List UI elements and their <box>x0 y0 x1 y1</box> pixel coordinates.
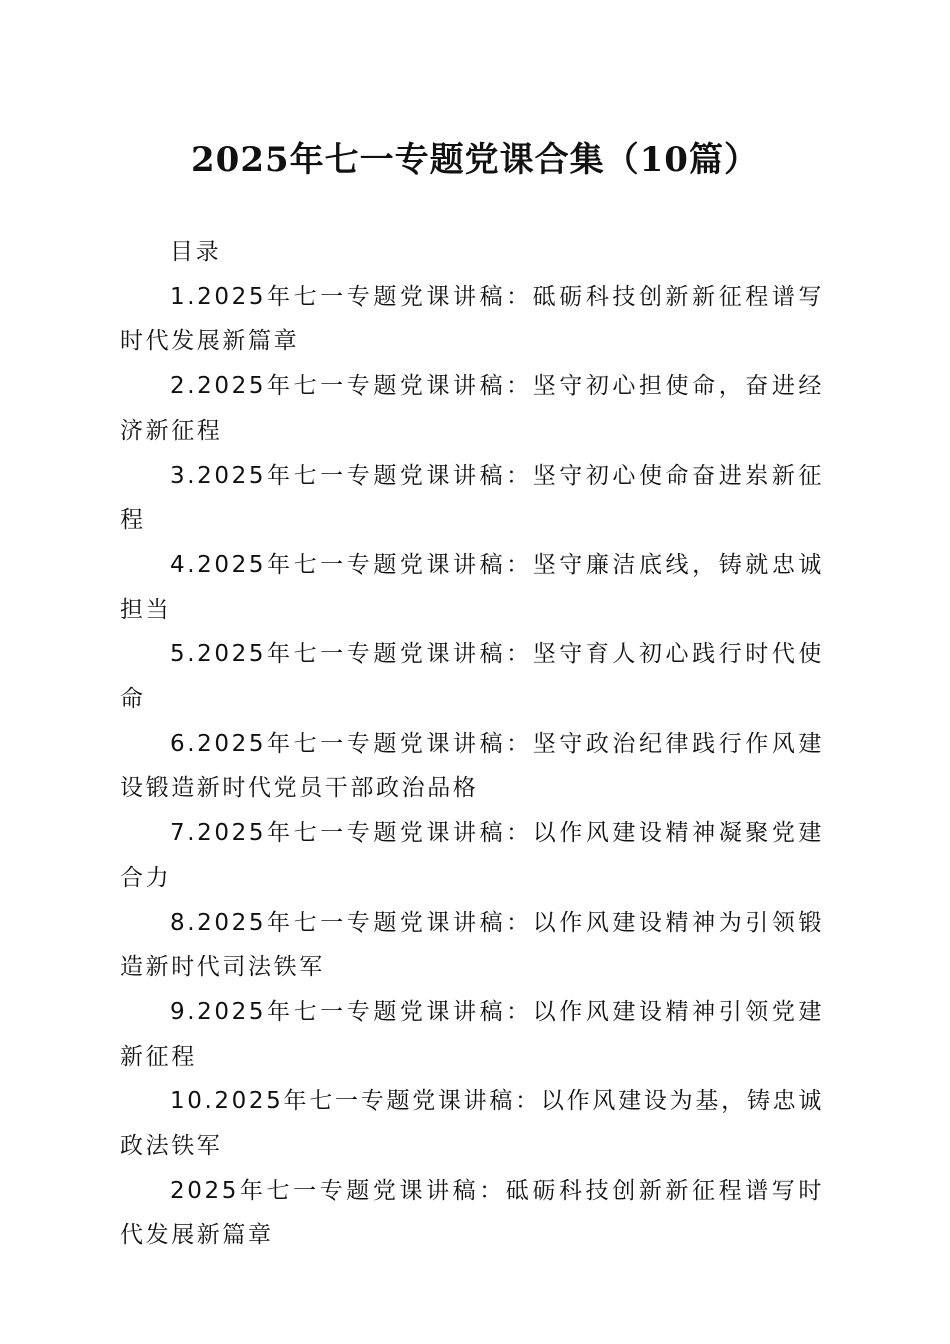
toc-item-4: 4.2025年七一专题党课讲稿：坚守廉洁底线，铸就忠诚担当 <box>120 551 824 623</box>
toc-item-5: 5.2025年七一专题党课讲稿：坚守育人初心践行时代使命 <box>120 641 824 713</box>
first-article-title: 2025年七一专题党课讲稿：砥砺科技创新新征程谱写时代发展新篇章 <box>120 1177 824 1249</box>
toc-item-6: 6.2025年七一专题党课讲稿：坚守政治纪律践行作风建设锻造新时代党员干部政治品格 <box>120 730 824 802</box>
toc-item-2: 2.2025年七一专题党课讲稿：坚守初心担使命，奋进经济新征程 <box>120 373 824 444</box>
toc-item-10: 10.2025年七一专题党课讲稿：以作风建设为基，铸忠诚政法铁军 <box>120 1088 824 1160</box>
toc-item-1: 1.2025年七一专题党课讲稿：砥砺科技创新新征程谱写时代发展新篇章 <box>120 283 824 355</box>
toc-item-9: 9.2025年七一专题党课讲稿：以作风建设精神引领党建新征程 <box>120 998 824 1070</box>
toc-item-8: 8.2025年七一专题党课讲稿：以作风建设精神为引领锻造新时代司法铁军 <box>120 909 824 981</box>
toc-item-3: 3.2025年七一专题党课讲稿：坚守初心使命奋进岽新征程 <box>120 462 824 534</box>
document-body <box>120 230 824 1258</box>
toc-heading: 目录 <box>170 239 222 265</box>
document-title: 2025年七一专题党课合集（10篇） <box>191 140 759 180</box>
toc-item-7: 7.2025年七一专题党课讲稿：以作风建设精神凝聚党建合力 <box>120 820 824 891</box>
